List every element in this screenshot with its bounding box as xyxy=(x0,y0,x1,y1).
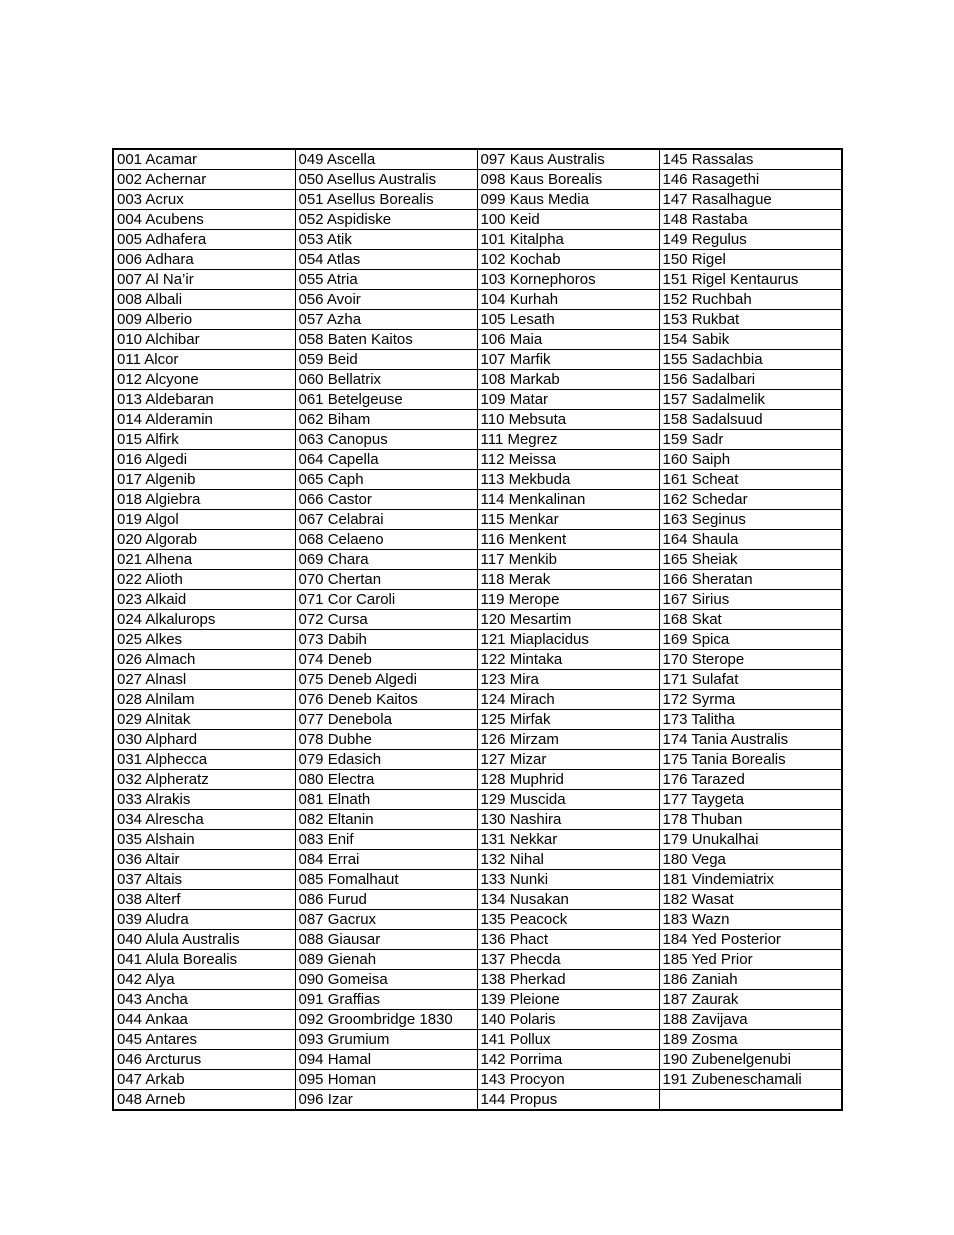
table-row xyxy=(113,1090,842,1111)
table-cell: 124 Mirach xyxy=(477,690,659,710)
table-cell: 022 Alioth xyxy=(113,570,295,590)
table-cell: 101 Kitalpha xyxy=(477,230,659,250)
table-cell: 118 Merak xyxy=(477,570,659,590)
table-row xyxy=(113,610,842,630)
table-row xyxy=(113,310,842,330)
table-cell: 115 Menkar xyxy=(477,510,659,530)
table-row xyxy=(113,690,842,710)
table-cell: 130 Nashira xyxy=(477,810,659,830)
table-cell: 044 Ankaa xyxy=(113,1010,295,1030)
table-cell xyxy=(659,1090,842,1111)
table-row xyxy=(113,970,842,990)
table-row xyxy=(113,870,842,890)
table-cell: 089 Gienah xyxy=(295,950,477,970)
table-cell: 015 Alfirk xyxy=(113,430,295,450)
table-cell: 003 Acrux xyxy=(113,190,295,210)
table-row xyxy=(113,390,842,410)
table-row xyxy=(113,1070,842,1090)
table-cell: 072 Cursa xyxy=(295,610,477,630)
table-cell: 123 Mira xyxy=(477,670,659,690)
table-cell: 103 Kornephoros xyxy=(477,270,659,290)
table-cell: 185 Yed Prior xyxy=(659,950,842,970)
table-cell: 050 Asellus Australis xyxy=(295,170,477,190)
table-cell: 163 Seginus xyxy=(659,510,842,530)
table-cell: 106 Maia xyxy=(477,330,659,350)
table-cell: 002 Achernar xyxy=(113,170,295,190)
table-cell: 145 Rassalas xyxy=(659,149,842,170)
table-cell: 069 Chara xyxy=(295,550,477,570)
table-cell: 061 Betelgeuse xyxy=(295,390,477,410)
table-row xyxy=(113,590,842,610)
table-cell: 099 Kaus Media xyxy=(477,190,659,210)
table-cell: 011 Alcor xyxy=(113,350,295,370)
table-row xyxy=(113,990,842,1010)
table-cell: 027 Alnasl xyxy=(113,670,295,690)
table-cell: 034 Alrescha xyxy=(113,810,295,830)
table-cell: 187 Zaurak xyxy=(659,990,842,1010)
table-row xyxy=(113,330,842,350)
table-cell: 062 Biham xyxy=(295,410,477,430)
table-cell: 020 Algorab xyxy=(113,530,295,550)
table-cell: 138 Pherkad xyxy=(477,970,659,990)
table-cell: 035 Alshain xyxy=(113,830,295,850)
table-cell: 126 Mirzam xyxy=(477,730,659,750)
table-cell: 114 Menkalinan xyxy=(477,490,659,510)
table-cell: 151 Rigel Kentaurus xyxy=(659,270,842,290)
table-cell: 184 Yed Posterior xyxy=(659,930,842,950)
table-cell: 049 Ascella xyxy=(295,149,477,170)
table-row xyxy=(113,1010,842,1030)
table-cell: 149 Regulus xyxy=(659,230,842,250)
table-row xyxy=(113,210,842,230)
table-cell: 156 Sadalbari xyxy=(659,370,842,390)
table-row xyxy=(113,710,842,730)
table-cell: 141 Pollux xyxy=(477,1030,659,1050)
table-cell: 025 Alkes xyxy=(113,630,295,650)
table-cell: 119 Merope xyxy=(477,590,659,610)
table-row xyxy=(113,149,842,170)
table-cell: 077 Denebola xyxy=(295,710,477,730)
table-cell: 010 Alchibar xyxy=(113,330,295,350)
star-name-table xyxy=(112,148,843,1111)
table-cell: 159 Sadr xyxy=(659,430,842,450)
table-cell: 060 Bellatrix xyxy=(295,370,477,390)
table-cell: 068 Celaeno xyxy=(295,530,477,550)
table-cell: 048 Arneb xyxy=(113,1090,295,1111)
table-cell: 007 Al Na’ir xyxy=(113,270,295,290)
table-cell: 175 Tania Borealis xyxy=(659,750,842,770)
table-cell: 055 Atria xyxy=(295,270,477,290)
table-cell: 188 Zavijava xyxy=(659,1010,842,1030)
table-cell: 090 Gomeisa xyxy=(295,970,477,990)
table-cell: 144 Propus xyxy=(477,1090,659,1111)
table-row xyxy=(113,250,842,270)
table-cell: 031 Alphecca xyxy=(113,750,295,770)
table-cell: 098 Kaus Borealis xyxy=(477,170,659,190)
table-row xyxy=(113,350,842,370)
table-cell: 018 Algiebra xyxy=(113,490,295,510)
table-cell: 046 Arcturus xyxy=(113,1050,295,1070)
table-cell: 082 Eltanin xyxy=(295,810,477,830)
table-cell: 086 Furud xyxy=(295,890,477,910)
table-cell: 189 Zosma xyxy=(659,1030,842,1050)
table-row xyxy=(113,730,842,750)
table-cell: 172 Syrma xyxy=(659,690,842,710)
table-cell: 146 Rasagethi xyxy=(659,170,842,190)
table-row xyxy=(113,370,842,390)
table-cell: 136 Phact xyxy=(477,930,659,950)
table-cell: 026 Almach xyxy=(113,650,295,670)
table-cell: 070 Chertan xyxy=(295,570,477,590)
table-cell: 030 Alphard xyxy=(113,730,295,750)
table-row xyxy=(113,750,842,770)
table-cell: 016 Algedi xyxy=(113,450,295,470)
table-cell: 005 Adhafera xyxy=(113,230,295,250)
table-row xyxy=(113,550,842,570)
table-cell: 032 Alpheratz xyxy=(113,770,295,790)
table-cell: 174 Tania Australis xyxy=(659,730,842,750)
table-cell: 042 Alya xyxy=(113,970,295,990)
table-cell: 142 Porrima xyxy=(477,1050,659,1070)
table-row xyxy=(113,950,842,970)
table-cell: 134 Nusakan xyxy=(477,890,659,910)
table-cell: 080 Electra xyxy=(295,770,477,790)
table-cell: 166 Sheratan xyxy=(659,570,842,590)
table-row xyxy=(113,650,842,670)
table-cell: 063 Canopus xyxy=(295,430,477,450)
table-cell: 052 Aspidiske xyxy=(295,210,477,230)
table-cell: 083 Enif xyxy=(295,830,477,850)
table-cell: 122 Mintaka xyxy=(477,650,659,670)
table-row xyxy=(113,790,842,810)
table-cell: 001 Acamar xyxy=(113,149,295,170)
table-cell: 038 Alterf xyxy=(113,890,295,910)
table-row xyxy=(113,170,842,190)
table-cell: 036 Altair xyxy=(113,850,295,870)
table-cell: 183 Wazn xyxy=(659,910,842,930)
table-cell: 074 Deneb xyxy=(295,650,477,670)
table-cell: 110 Mebsuta xyxy=(477,410,659,430)
table-cell: 096 Izar xyxy=(295,1090,477,1111)
table-cell: 148 Rastaba xyxy=(659,210,842,230)
table-cell: 131 Nekkar xyxy=(477,830,659,850)
table-cell: 133 Nunki xyxy=(477,870,659,890)
table-cell: 019 Algol xyxy=(113,510,295,530)
table-cell: 045 Antares xyxy=(113,1030,295,1050)
table-cell: 107 Marfik xyxy=(477,350,659,370)
table-cell: 111 Megrez xyxy=(477,430,659,450)
table-cell: 092 Groombridge 1830 xyxy=(295,1010,477,1030)
table-cell: 190 Zubenelgenubi xyxy=(659,1050,842,1070)
table-cell: 084 Errai xyxy=(295,850,477,870)
table-cell: 088 Giausar xyxy=(295,930,477,950)
table-cell: 058 Baten Kaitos xyxy=(295,330,477,350)
table-cell: 132 Nihal xyxy=(477,850,659,870)
table-cell: 079 Edasich xyxy=(295,750,477,770)
table-cell: 143 Procyon xyxy=(477,1070,659,1090)
table-cell: 047 Arkab xyxy=(113,1070,295,1090)
table-cell: 091 Graffias xyxy=(295,990,477,1010)
table-cell: 160 Saiph xyxy=(659,450,842,470)
table-cell: 108 Markab xyxy=(477,370,659,390)
table-cell: 054 Atlas xyxy=(295,250,477,270)
table-cell: 113 Mekbuda xyxy=(477,470,659,490)
table-row xyxy=(113,910,842,930)
table-cell: 076 Deneb Kaitos xyxy=(295,690,477,710)
table-cell: 041 Alula Borealis xyxy=(113,950,295,970)
table-row xyxy=(113,890,842,910)
table-cell: 040 Alula Australis xyxy=(113,930,295,950)
table-cell: 167 Sirius xyxy=(659,590,842,610)
table-cell: 012 Alcyone xyxy=(113,370,295,390)
table-cell: 057 Azha xyxy=(295,310,477,330)
table-cell: 004 Acubens xyxy=(113,210,295,230)
table-row xyxy=(113,1050,842,1070)
table-cell: 023 Alkaid xyxy=(113,590,295,610)
table-row xyxy=(113,230,842,250)
table-cell: 100 Keid xyxy=(477,210,659,230)
table-cell: 169 Spica xyxy=(659,630,842,650)
table-cell: 155 Sadachbia xyxy=(659,350,842,370)
table-cell: 137 Phecda xyxy=(477,950,659,970)
table-cell: 121 Miaplacidus xyxy=(477,630,659,650)
table-row xyxy=(113,430,842,450)
table-row xyxy=(113,850,842,870)
table-cell: 168 Skat xyxy=(659,610,842,630)
table-cell: 087 Gacrux xyxy=(295,910,477,930)
table-cell: 180 Vega xyxy=(659,850,842,870)
table-cell: 104 Kurhah xyxy=(477,290,659,310)
table-cell: 125 Mirfak xyxy=(477,710,659,730)
table-cell: 009 Alberio xyxy=(113,310,295,330)
table-cell: 128 Muphrid xyxy=(477,770,659,790)
table-cell: 081 Elnath xyxy=(295,790,477,810)
table-cell: 147 Rasalhague xyxy=(659,190,842,210)
table-cell: 105 Lesath xyxy=(477,310,659,330)
table-row xyxy=(113,450,842,470)
table-row xyxy=(113,470,842,490)
table-cell: 178 Thuban xyxy=(659,810,842,830)
table-cell: 135 Peacock xyxy=(477,910,659,930)
table-cell: 181 Vindemiatrix xyxy=(659,870,842,890)
table-cell: 117 Menkib xyxy=(477,550,659,570)
table-cell: 102 Kochab xyxy=(477,250,659,270)
table-cell: 170 Sterope xyxy=(659,650,842,670)
table-cell: 024 Alkalurops xyxy=(113,610,295,630)
table-cell: 013 Aldebaran xyxy=(113,390,295,410)
table-cell: 109 Matar xyxy=(477,390,659,410)
table-cell: 162 Schedar xyxy=(659,490,842,510)
table-row xyxy=(113,830,842,850)
table-cell: 154 Sabik xyxy=(659,330,842,350)
table-cell: 064 Capella xyxy=(295,450,477,470)
table-cell: 085 Fomalhaut xyxy=(295,870,477,890)
table-cell: 093 Grumium xyxy=(295,1030,477,1050)
table-cell: 043 Ancha xyxy=(113,990,295,1010)
table-cell: 095 Homan xyxy=(295,1070,477,1090)
table-cell: 053 Atik xyxy=(295,230,477,250)
table-cell: 158 Sadalsuud xyxy=(659,410,842,430)
table-cell: 033 Alrakis xyxy=(113,790,295,810)
table-row xyxy=(113,1030,842,1050)
table-row xyxy=(113,190,842,210)
table-cell: 139 Pleione xyxy=(477,990,659,1010)
table-cell: 075 Deneb Algedi xyxy=(295,670,477,690)
table-cell: 161 Scheat xyxy=(659,470,842,490)
table-cell: 056 Avoir xyxy=(295,290,477,310)
table-cell: 039 Aludra xyxy=(113,910,295,930)
table-cell: 173 Talitha xyxy=(659,710,842,730)
table-cell: 177 Taygeta xyxy=(659,790,842,810)
table-cell: 182 Wasat xyxy=(659,890,842,910)
table-cell: 127 Mizar xyxy=(477,750,659,770)
table-cell: 165 Sheiak xyxy=(659,550,842,570)
table-cell: 179 Unukalhai xyxy=(659,830,842,850)
table-row xyxy=(113,290,842,310)
table-row xyxy=(113,270,842,290)
table-row xyxy=(113,530,842,550)
table-row xyxy=(113,670,842,690)
table-cell: 153 Rukbat xyxy=(659,310,842,330)
table-cell: 006 Adhara xyxy=(113,250,295,270)
table-cell: 017 Algenib xyxy=(113,470,295,490)
table-cell: 008 Albali xyxy=(113,290,295,310)
table-cell: 176 Tarazed xyxy=(659,770,842,790)
table-row xyxy=(113,810,842,830)
table-row xyxy=(113,490,842,510)
table-cell: 078 Dubhe xyxy=(295,730,477,750)
star-table-body xyxy=(113,149,842,1110)
table-row xyxy=(113,930,842,950)
table-cell: 186 Zaniah xyxy=(659,970,842,990)
table-cell: 066 Castor xyxy=(295,490,477,510)
table-cell: 065 Caph xyxy=(295,470,477,490)
table-cell: 067 Celabrai xyxy=(295,510,477,530)
table-cell: 150 Rigel xyxy=(659,250,842,270)
table-cell: 152 Ruchbah xyxy=(659,290,842,310)
table-cell: 073 Dabih xyxy=(295,630,477,650)
table-row xyxy=(113,770,842,790)
table-row xyxy=(113,630,842,650)
table-row xyxy=(113,510,842,530)
table-cell: 097 Kaus Australis xyxy=(477,149,659,170)
table-cell: 059 Beid xyxy=(295,350,477,370)
table-row xyxy=(113,570,842,590)
table-cell: 094 Hamal xyxy=(295,1050,477,1070)
table-cell: 191 Zubeneschamali xyxy=(659,1070,842,1090)
table-cell: 157 Sadalmelik xyxy=(659,390,842,410)
table-cell: 140 Polaris xyxy=(477,1010,659,1030)
table-cell: 028 Alnilam xyxy=(113,690,295,710)
table-cell: 112 Meissa xyxy=(477,450,659,470)
table-cell: 014 Alderamin xyxy=(113,410,295,430)
table-cell: 037 Altais xyxy=(113,870,295,890)
table-cell: 120 Mesartim xyxy=(477,610,659,630)
table-cell: 164 Shaula xyxy=(659,530,842,550)
table-cell: 171 Sulafat xyxy=(659,670,842,690)
table-cell: 051 Asellus Borealis xyxy=(295,190,477,210)
table-row xyxy=(113,410,842,430)
table-cell: 021 Alhena xyxy=(113,550,295,570)
table-cell: 129 Muscida xyxy=(477,790,659,810)
table-cell: 116 Menkent xyxy=(477,530,659,550)
table-cell: 071 Cor Caroli xyxy=(295,590,477,610)
table-cell: 029 Alnitak xyxy=(113,710,295,730)
